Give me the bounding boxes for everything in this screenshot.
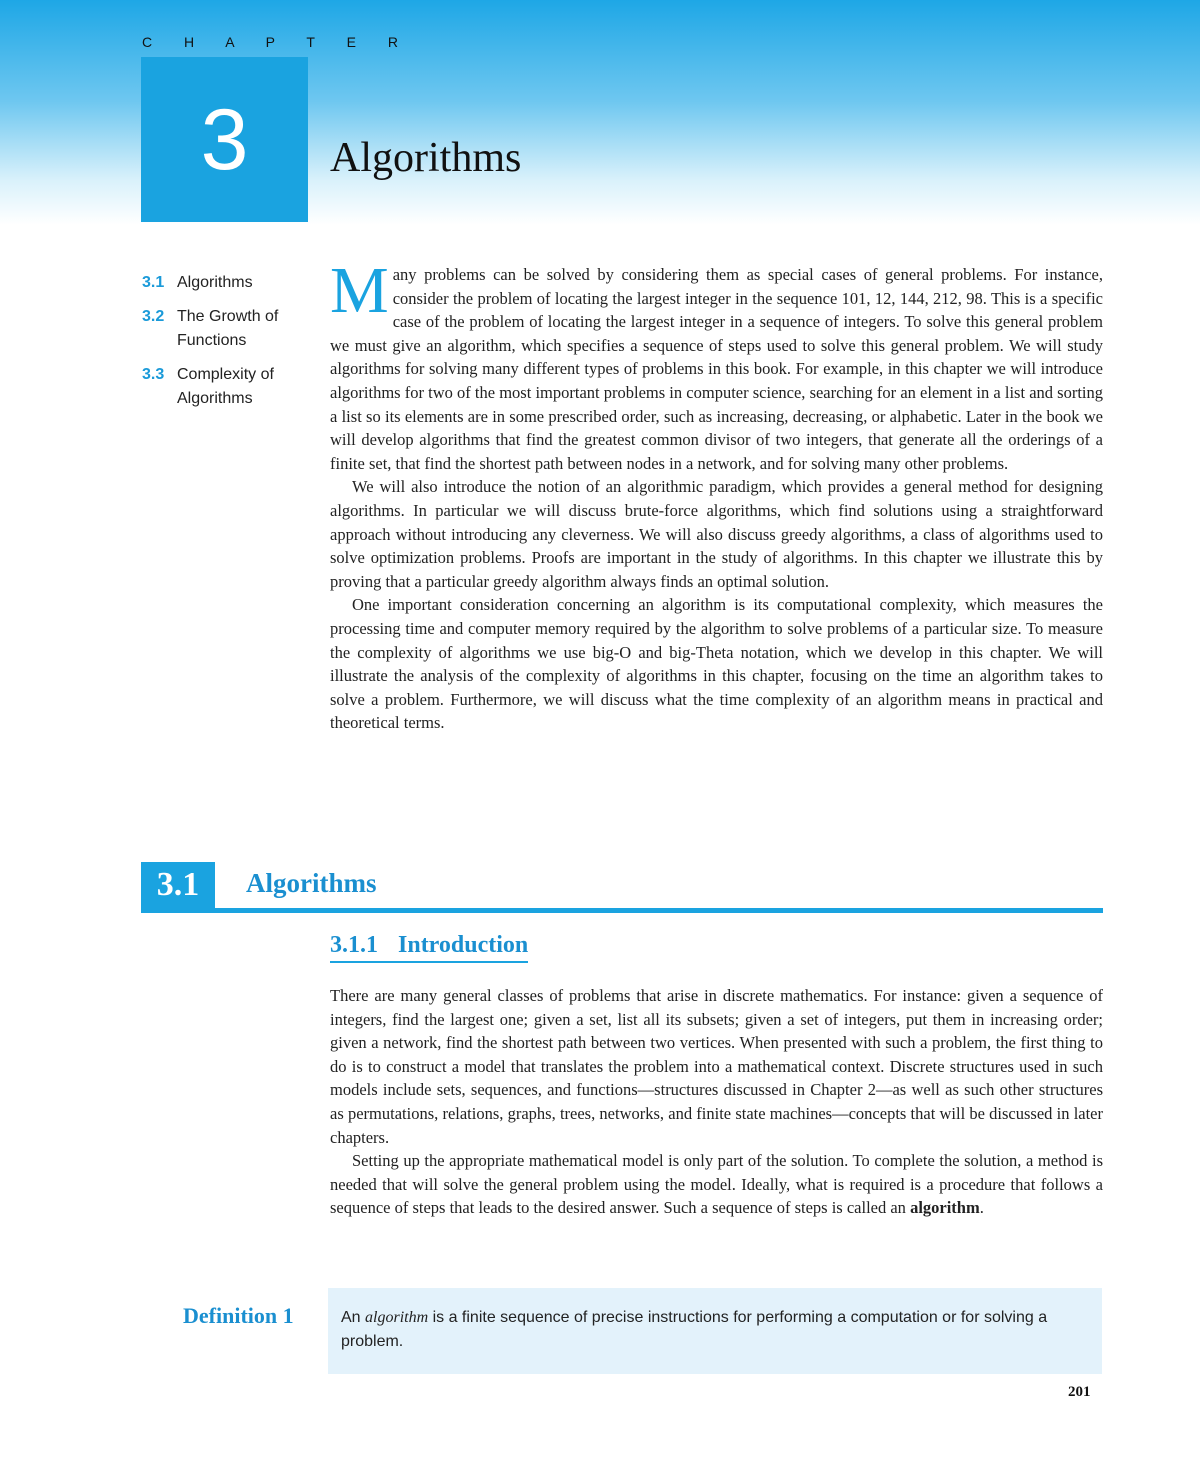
intro-paragraph: We will also introduce the notion of an algorithmic paradigm, which provides a general method for designing algorithms. In particular we will discuss brute-force algorithms, which find solutions using a straightforward approach without introducing any cleverness. We will also discuss greedy algorithms, a class of algorithms used to solve optimization problems. Proofs are important in the study of algorithms. In this chapter we illustrate this by proving that a particular greedy algorithm always finds an optimal solution. bbox=[330, 477, 1103, 591]
toc-item-number: 3.1 bbox=[142, 274, 165, 291]
section-rule bbox=[141, 908, 1103, 913]
body-paragraph-text: Setting up the appropriate mathematical model is only part of the solution. To complete the solution, a method is needed that will solve the general problem using the model. Ideally, what is required is a procedure that follows a sequence of steps that leads to the desired answer. Such a sequence of steps is called an bbox=[330, 1151, 1103, 1218]
intro-paragraph bbox=[330, 254, 1103, 475]
definition-pre: An bbox=[341, 1309, 366, 1326]
toc-item[interactable] bbox=[142, 305, 317, 353]
toc-item[interactable] bbox=[142, 271, 317, 295]
body-paragraph bbox=[330, 1149, 1103, 1220]
section-body bbox=[330, 984, 1103, 1220]
chapter-intro bbox=[330, 254, 1103, 735]
toc-item[interactable] bbox=[142, 363, 317, 411]
subsection-title: Introduction bbox=[398, 932, 529, 958]
intro-paragraph: One important consideration concerning an algorithm is its computational complexity, which measures the processing time and computer memory required by the algorithm to solve problems of a particular size. To measure the complexity of algorithms we use big-O and big-Theta notation, which we develop in this chapter. We will illustrate the analysis of the complexity of algorithms in this chapter, focusing on the time an algorithm takes to solve a problem. Furthermore, we will discuss what the time complexity of an algorithm means in practical and theoretical terms. bbox=[330, 595, 1103, 733]
section-number-box: 3.1 bbox=[141, 862, 215, 908]
body-paragraph-end: . bbox=[979, 1198, 984, 1218]
body-paragraph: There are many general classes of problems that arise in discrete mathematics. For instance: given a sequence of integers, find the largest one; given a set, list all its subsets; given a set of integers, put them in increasing order; given a network, find the shortest path between two vertices. When presented with such a problem, the first thing to do is to construct a model that translates the problem into a mathematical context. Discrete structures used in such models include sets, sequences, and functions—structures discussed in Chapter 2—as well as such other structures as permutations, relations, graphs, trees, networks, and finite state machines—concepts that will be discussed in later chapters. bbox=[330, 986, 1103, 1147]
definition-text bbox=[341, 1306, 1093, 1354]
toc-item-label: Complexity of Algorithms bbox=[177, 366, 274, 407]
intro-paragraph-text: any problems can be solved by considering them as special cases of general problems. For instance, consider the problem of locating the largest integer in the sequence 101, 12, 144, 212, 98. This is a specific case of the problem of locating the largest integer in a sequence of integers. To solve this general problem we must give an algorithm, which specifies a sequence of steps used to solve this general problem. We will study algorithms for solving many different types of problems in this book. For example, in this chapter we will introduce algorithms for two of the most important problems in computer science, searching for an element in a list and sorting a list so its elements are in some prescribed order, such as increasing, decreasing, or alphabetic. Later in the book we will develop algorithms that find the greatest common divisor of two integers, that generate all the orderings of a finite set, that find the shortest path between nodes in a network, and for solving many other problems. bbox=[330, 265, 1103, 473]
toc-item-label: The Growth of Functions bbox=[177, 308, 279, 349]
subsection-number: 3.1.1 bbox=[330, 932, 378, 958]
bold-term: algorithm bbox=[910, 1198, 980, 1218]
subsection-heading bbox=[330, 932, 528, 963]
chapter-toc bbox=[142, 271, 317, 421]
section-title: Algorithms bbox=[246, 868, 377, 898]
definition-label: Definition 1 bbox=[183, 1303, 294, 1328]
definition-post: is a finite sequence of precise instructions for performing a computation or for solving a problem. bbox=[341, 1309, 1048, 1350]
definition-term: algorithm bbox=[365, 1309, 429, 1326]
chapter-title: Algorithms bbox=[330, 135, 522, 181]
page-number: 201 bbox=[1068, 1384, 1091, 1400]
toc-item-label: Algorithms bbox=[177, 274, 253, 291]
toc-item-number: 3.2 bbox=[142, 308, 165, 325]
chapter-number-box bbox=[141, 57, 308, 222]
chapter-label: C H A P T E R bbox=[142, 34, 412, 50]
toc-item-number: 3.3 bbox=[142, 366, 165, 383]
drop-cap: M bbox=[330, 254, 389, 327]
chapter-number: 3 bbox=[200, 91, 249, 188]
